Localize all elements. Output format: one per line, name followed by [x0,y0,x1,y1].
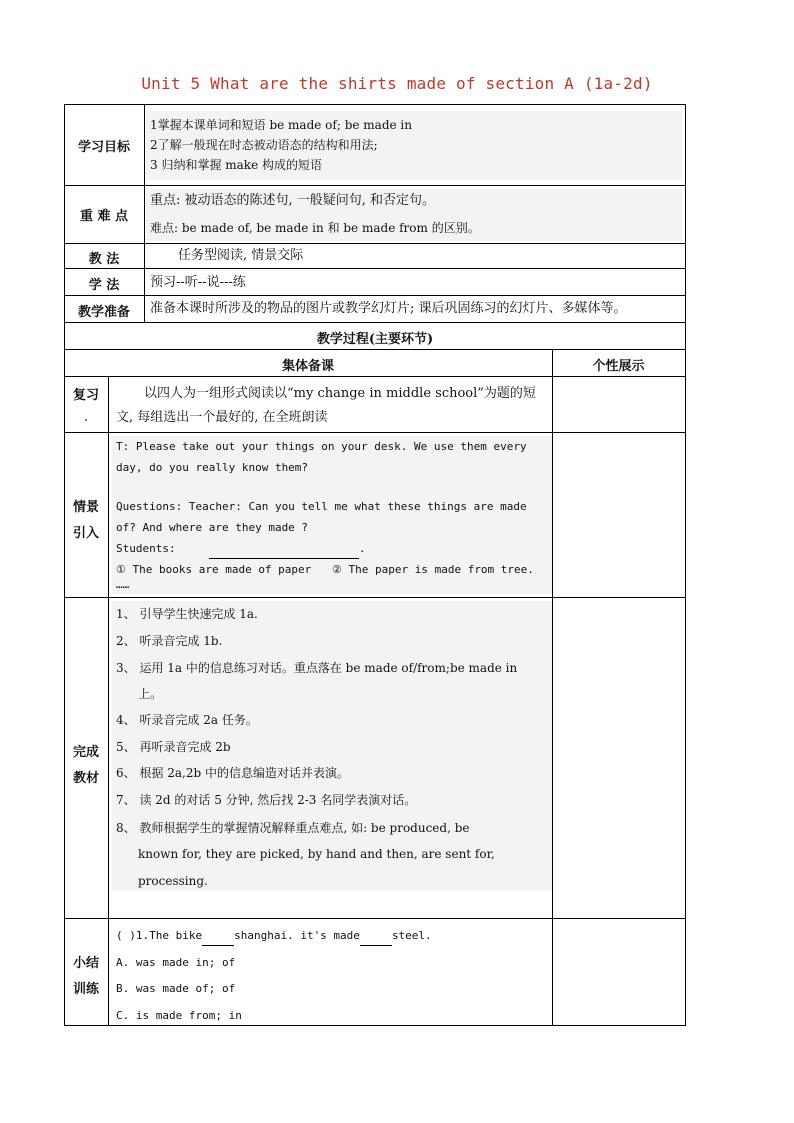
complete-step: 7、 读 2d 的对话 5 分钟, 然后找 2-3 名同学表演对话。 [116,793,417,807]
complete-step: 5、 再听录音完成 2b [116,740,231,754]
summary-label: 小结 [72,956,99,971]
complete-step: 上。 [138,687,163,701]
key-point-item: 难点: be made of, be made in 和 be made from 的区别。 [150,221,480,235]
key-point-item: 重点: 被动语态的陈述句, 一般疑问句, 和否定句。 [150,193,436,208]
complete-step: processing. [138,874,208,888]
intro-students-label: Students: [116,542,176,555]
complete-step: known for, they are picked, by hand and then, are sent for, [138,847,495,861]
goal-item: 2了解一般现在时态被动语态的结构和用法; [150,138,378,152]
complete-step: 2、 听录音完成 1b. [116,634,223,648]
intro-example: ① The books are made of paper [116,563,312,576]
teaching-method-label: 教 法 [88,252,120,267]
page-title: Unit 5 What are the shirts made of section A (1a-2d) [141,74,653,93]
complete-step: 4、 听录音完成 2a 任务。 [116,713,258,727]
complete-label: 完成 [72,745,99,760]
intro-question-line: Questions: Teacher: Can you tell me what these things are made [116,500,527,513]
column-header-side: 个性展示 [592,359,645,374]
intro-teacher-line: day, do you really know them? [116,461,309,474]
key-points-label: 重 难 点 [79,209,129,224]
answer-blank [202,933,234,946]
preparation-label: 教学准备 [77,305,130,320]
intro-teacher-line: T: Please take out your things on your desk. We use them every [116,440,527,453]
review-label: 复习 [72,388,99,403]
intro-ellipsis: …… [116,578,130,591]
learning-method-value: 预习--听--说---练 [150,275,246,290]
teaching-method-value: 任务型阅读, 情景交际 [178,248,304,263]
students-answer-blank [209,544,359,559]
complete-step: 3、 运用 1a 中的信息练习对话。重点落在 be made of/from;be made in [116,661,518,675]
column-header-main: 集体备课 [281,359,334,374]
goal-item: 3 归纳和掌握 make 构成的短语 [150,158,322,172]
intro-question-line: of? And where are they made ? [116,521,309,534]
summary-question [116,926,432,946]
complete-step: 1、 引导学生快速完成 1a. [116,607,258,621]
preparation-value: 准备本课时所涉及的物品的图片或教学幻灯片; 课后巩固练习的幻灯片、多媒体等。 [150,301,627,316]
goals-label: 学习目标 [77,140,130,155]
complete-step: 6、 根据 2a,2b 中的信息编造对话并表演。 [116,766,349,780]
intro-students-end: . [358,542,366,555]
learning-method-label: 学 法 [88,278,120,293]
process-header: 教学过程(主要环节) [316,332,434,347]
question-middle: shanghai. it's made [234,929,360,942]
summary-option: B. was made of; of [116,982,236,995]
review-text: 以四人为一组形式阅读以“my change in middle school”为题的短文, 每组选出一个最好的, 在全班朗读 [116,386,536,425]
summary-label: 训练 [72,982,99,997]
intro-label: 情景 [72,500,99,515]
summary-option: C. is made from; in [116,1009,242,1022]
complete-label: 教材 [72,771,99,786]
review-dot: . [83,410,89,425]
goal-item: 1掌握本课单词和短语 be made of; be made in [150,118,412,132]
summary-option: A. was made in; of [116,956,236,969]
intro-students-line [116,539,365,559]
complete-step: 8、 教师根据学生的掌握情况解释重点难点, 如: be produced, be [116,821,470,835]
question-prefix: ( )1.The bike [116,929,203,942]
intro-label: 引入 [72,526,99,541]
intro-example: ② The paper is made from tree. [332,563,534,576]
question-end: steel. [391,929,432,942]
answer-blank [360,933,392,946]
